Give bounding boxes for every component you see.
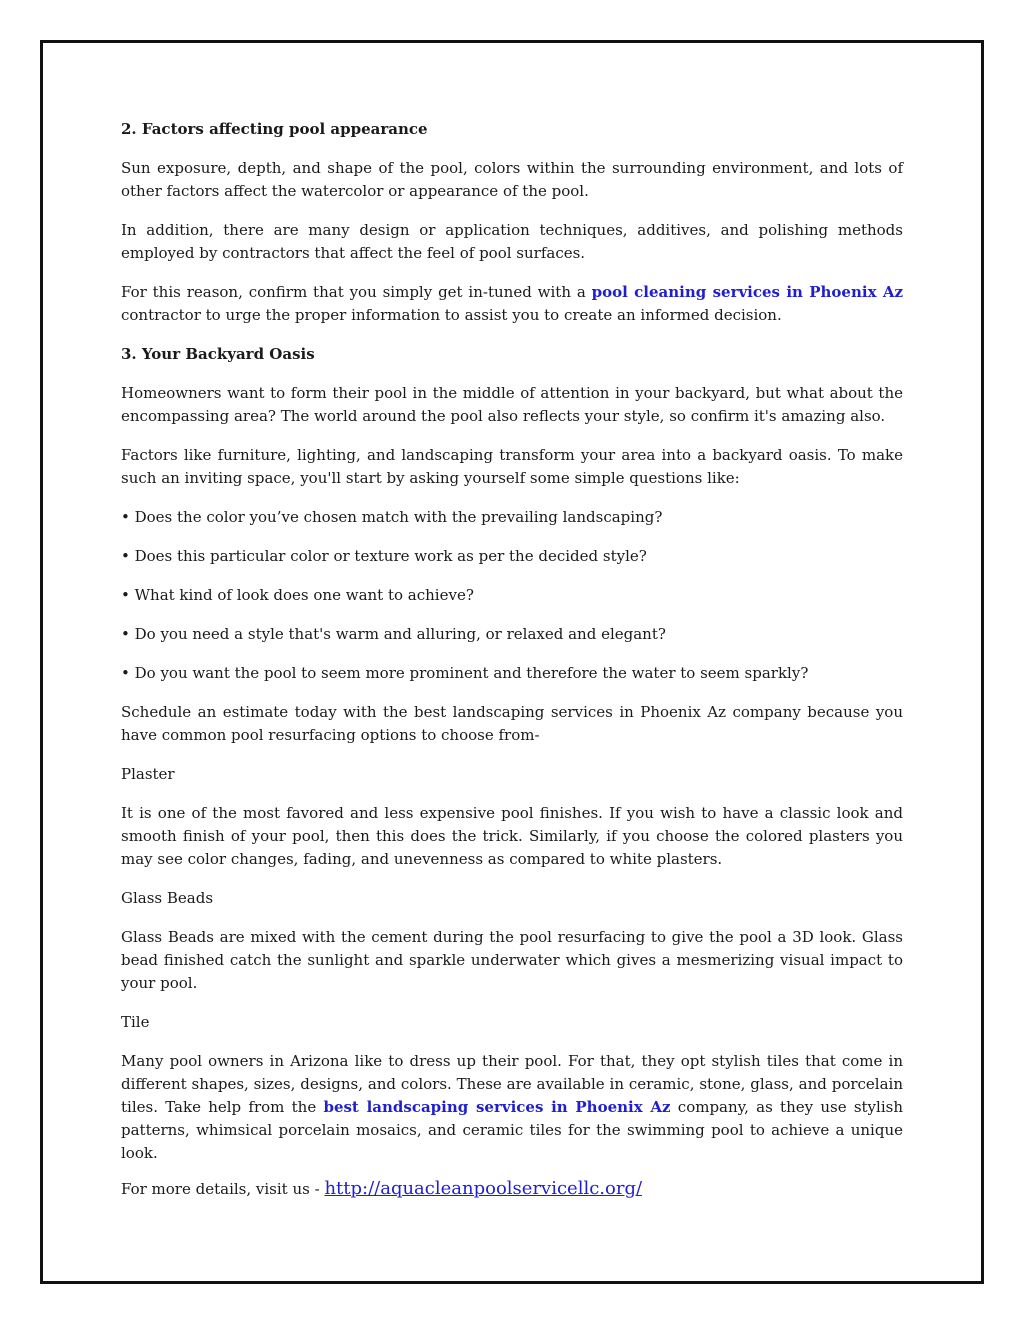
document-body <box>121 118 903 1181</box>
bullet-item: • Does this particular color or texture work as per the decided style? <box>121 547 647 565</box>
paragraph: It is one of the most favored and less expensive pool finishes. If you wish to have a classic look and smooth finish of your pool, then this does the trick. Similarly, if you choose the colored plasters you may see color changes, fading, and unevenness as compared to white plasters. <box>121 804 903 868</box>
paragraph: Homeowners want to form their pool in the middle of attention in your backyard, but what about the encompassing area? The world around the pool also reflects your style, so confirm it's amazing also. <box>121 384 903 425</box>
paragraph: In addition, there are many design or application techniques, additives, and polishing methods employed by contractors that affect the feel of pool surfaces. <box>121 221 903 262</box>
paragraph: Schedule an estimate today with the best landscaping services in Phoenix Az company because you have common pool resurfacing options to choose from- <box>121 703 903 744</box>
bullet-item: • Do you want the pool to seem more prominent and therefore the water to seem sparkly? <box>121 664 809 682</box>
paragraph: Glass Beads are mixed with the cement during the pool resurfacing to give the pool a 3D look. Glass bead finished catch the sunlight and sparkle underwater which gives a mesmerizing visual impact to your pool. <box>121 928 903 992</box>
paragraph-text: For this reason, confirm that you simply get in-tuned with a <box>121 283 592 301</box>
paragraph <box>121 1050 903 1165</box>
subheading-tile: Tile <box>121 1013 150 1031</box>
paragraph-text: Many pool owners in Arizona like to dress up their pool. For that, they opt stylish tiles that come in different shapes, sizes, designs, and colors. These are available in ceramic, stone, glass, and porcelain tiles. Take help from the <box>121 1052 903 1116</box>
bullet-item: • Does the color you’ve chosen match with the prevailing landscaping? <box>121 508 663 526</box>
section-heading-factors: 2. Factors affecting pool appearance <box>121 120 428 138</box>
section-heading-backyard-oasis: 3. Your Backyard Oasis <box>121 345 315 363</box>
footer-label: For more details, visit us - <box>121 1180 325 1198</box>
paragraph-text: contractor to urge the proper information to assist you to create an informed decision. <box>121 306 782 324</box>
paragraph <box>121 281 903 327</box>
paragraph-text: company, as they use stylish patterns, whimsical porcelain mosaics, and ceramic tiles for the swimming pool to achieve a unique look. <box>121 1098 903 1162</box>
paragraph: Sun exposure, depth, and shape of the pool, colors within the surrounding environment, and lots of other factors affect the watercolor or appearance of the pool. <box>121 159 903 200</box>
website-link[interactable]: http://aquacleanpoolservicellc.org/ <box>324 1178 643 1199</box>
paragraph: Factors like furniture, lighting, and landscaping transform your area into a backyard oasis. To make such an inviting space, you'll start by asking yourself some simple questions like: <box>121 446 903 487</box>
landscaping-services-link[interactable]: best landscaping services in Phoenix Az <box>323 1098 671 1116</box>
pool-cleaning-services-link[interactable]: pool cleaning services in Phoenix Az <box>591 283 903 301</box>
bullet-item: • What kind of look does one want to achieve? <box>121 586 474 604</box>
subheading-glass-beads: Glass Beads <box>121 889 214 907</box>
subheading-plaster: Plaster <box>121 765 175 783</box>
footer-contact <box>121 1177 642 1201</box>
bullet-item: • Do you need a style that's warm and alluring, or relaxed and elegant? <box>121 625 666 643</box>
